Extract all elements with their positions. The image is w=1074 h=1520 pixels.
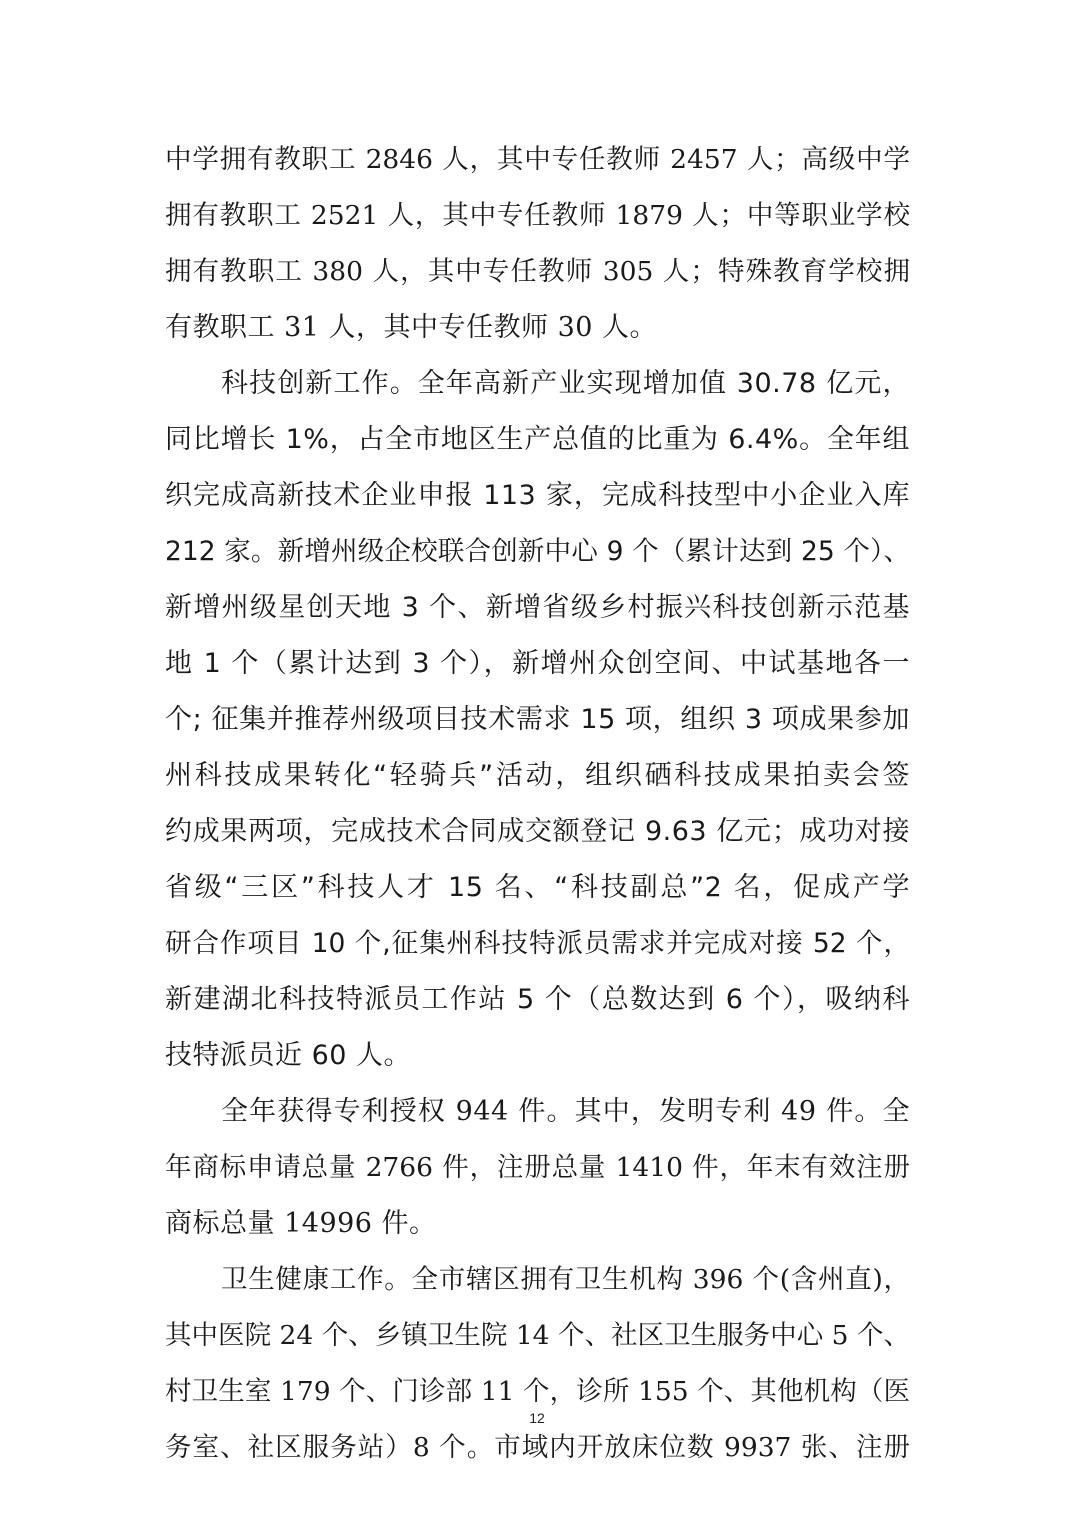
paragraph-first-line: 卫生健康工作。全市辖区拥有卫生机构 396 个(含州直)， [221, 1264, 910, 1295]
text-line: 商标总量 14996 件。 [165, 1208, 437, 1239]
text-line: 研合作项目 10 个,征集州科技特派员需求并完成对接 52 个， [165, 928, 910, 959]
page-number: 12 [529, 1410, 545, 1426]
text-line: 州科技成果转化“轻骑兵”活动，组织硒科技成果拍卖会签 [165, 760, 910, 791]
text-line: 省级“三区”科技人才 15 名、“科技副总”2 名，促成产学 [165, 872, 910, 903]
text-line: 新增州级星创天地 3 个、新增省级乡村振兴科技创新示范基 [165, 592, 910, 623]
paragraph-first-line: 科技创新工作。全年高新产业实现增加值 30.78 亿元， [221, 368, 910, 399]
text-line: 技特派员近 60 人。 [165, 1040, 412, 1071]
text-line: 村卫生室 179 个、门诊部 11 个，诊所 155 个、其他机构（医 [165, 1376, 910, 1407]
text-line: 212 家。新增州级企校联合创新中心 9 个（累计达到 25 个）、 [165, 536, 910, 567]
text-line: 新建湖北科技特派员工作站 5 个（总数达到 6 个），吸纳科 [165, 984, 910, 1015]
text-line: 拥有教职工 2521 人，其中专任教师 1879 人；中等职业学校 [165, 200, 910, 231]
paragraph-first-line: 全年获得专利授权 944 件。其中，发明专利 49 件。全 [221, 1096, 910, 1127]
text-line: 同比增长 1%，占全市地区生产总值的比重为 6.4%。全年组 [165, 424, 910, 455]
text-line: 织完成高新技术企业申报 113 家，完成科技型中小企业入库 [165, 480, 910, 511]
text-line: 年商标申请总量 2766 件，注册总量 1410 件，年末有效注册 [165, 1152, 910, 1183]
text-line: 中学拥有教职工 2846 人，其中专任教师 2457 人；高级中学 [165, 144, 910, 175]
text-line: 有教职工 31 人，其中专任教师 30 人。 [165, 312, 658, 343]
text-line: 约成果两项，完成技术合同成交额登记 9.63 亿元；成功对接 [165, 816, 910, 847]
text-line: 地 1 个（累计达到 3 个），新增州众创空间、中试基地各一 [165, 648, 910, 679]
text-line: 务室、社区服务站）8 个。市域内开放床位数 9937 张、注册 [165, 1432, 910, 1463]
text-line: 个; 征集并推荐州级项目技术需求 15 项，组织 3 项成果参加 [165, 704, 910, 735]
text-line: 拥有教职工 380 人，其中专任教师 305 人；特殊教育学校拥 [165, 256, 910, 287]
text-line: 其中医院 24 个、乡镇卫生院 14 个、社区卫生服务中心 5 个、 [165, 1320, 910, 1351]
